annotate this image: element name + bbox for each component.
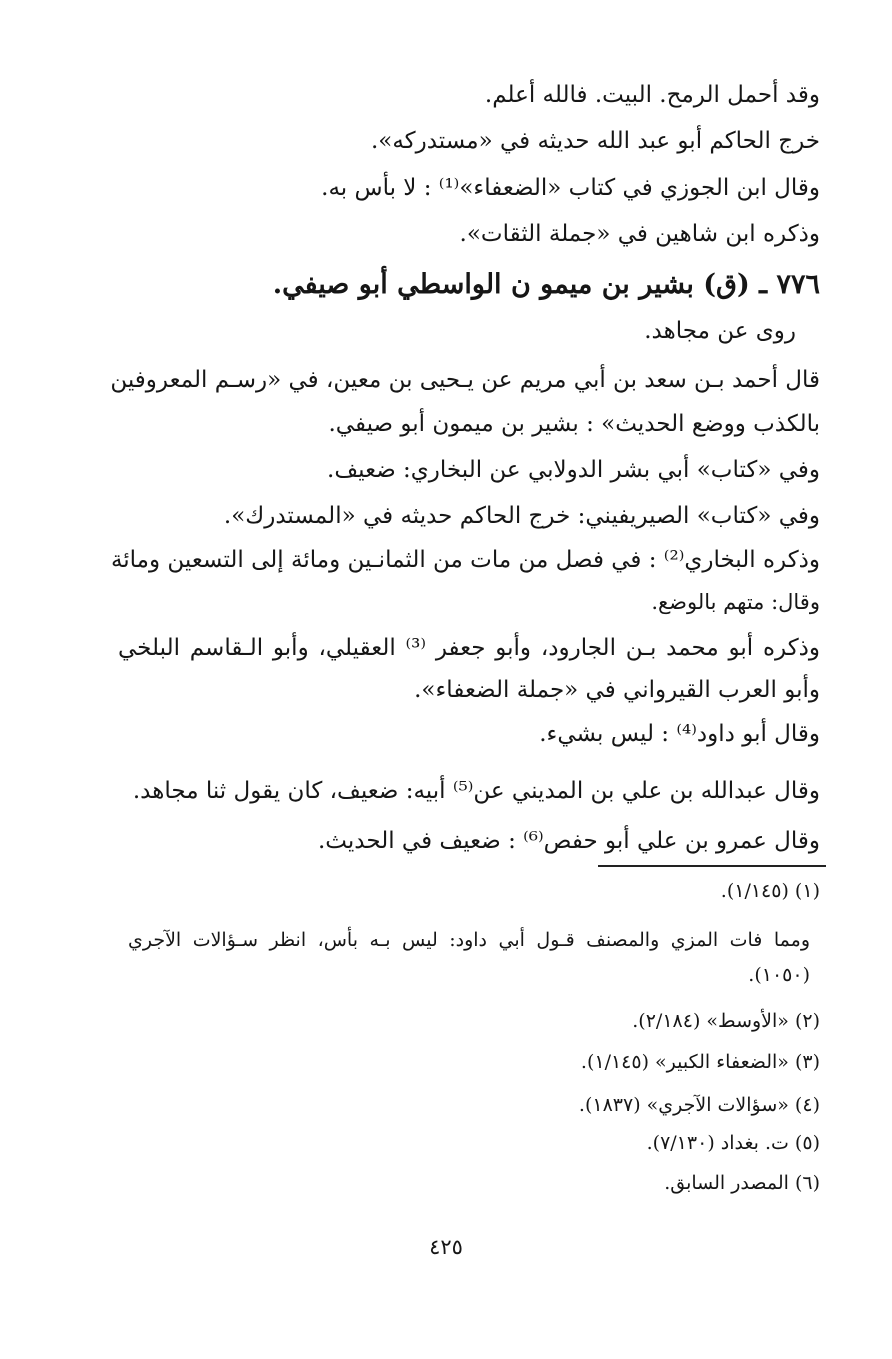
body-line-16: وقال عمرو بن علي أبو حفص⁽⁶⁾ : ضعيف في الحديث. [318, 828, 820, 854]
body-line-3: وقال ابن الجوزي في كتاب «الضعفاء»⁽¹⁾ : لا بأس به. [321, 175, 820, 201]
footnote-1-note: ومما فات المزي والمصنف قـول أبي داود: ليس بـه بأس، انظر سـؤالات الآجري [128, 929, 810, 951]
body-line-2: خرج الحاكم أبو عبد الله حديثه في «مستدركه». [370, 128, 820, 154]
footnote-1-note-cont: (١٠٥٠). [748, 964, 810, 986]
footnote-1: (١) (١/١٤٥). [720, 880, 820, 902]
body-line-12: وذكره أبو محمد بـن الجارود، وأبو جعفر ⁽³⁾ العقيلي، وأبو الـقاسم البلخي [118, 635, 820, 661]
body-line-5: روى عن مجاهد. [644, 318, 796, 344]
footnote-5: (٥) ت. بغداد (٧/١٣٠). [646, 1132, 820, 1154]
entry-heading: ٧٧٦ ـ (ق) بشير بن ميمو ن الواسطي أبو صيفي. [272, 269, 820, 300]
body-line-8: وفي «كتاب» أبي بشر الدولابي عن البخاري: ضعيف. [327, 457, 820, 483]
body-line-14: وقال أبو داود⁽⁴⁾ : ليس بشيء. [539, 721, 820, 747]
body-line-9: وفي «كتاب» الصيريفيني: خرج الحاكم حديثه في «المستدرك». [223, 503, 820, 529]
footnote-3: (٣) «الضعفاء الكبير» (١/١٤٥). [580, 1051, 820, 1073]
body-line-13: وأبو العرب القيرواني في «جملة الضعفاء». [414, 677, 820, 703]
footnote-6: (٦) المصدر السابق. [664, 1172, 820, 1194]
footnote-separator [598, 865, 826, 867]
footnote-4: (٤) «سؤالات الآجري» (١٨٣٧). [578, 1094, 820, 1116]
body-line-11: وقال: متهم بالوضع. [651, 590, 820, 614]
body-line-10: وذكره البخاري⁽²⁾ : في فصل من مات من الثمانـين ومائة إلى التسعين ومائة [110, 547, 820, 573]
page-number: ٤٢٥ [429, 1235, 463, 1259]
footnote-2: (٢) «الأوسط» (٢/١٨٤). [632, 1010, 820, 1032]
body-line-4: وذكره ابن شاهين في «جملة الثقات». [459, 221, 820, 247]
body-line-1: وقد أحمل الرمح. البيت. فالله أعلم. [484, 82, 820, 108]
body-line-15: وقال عبدالله بن علي بن المديني عن⁽⁵⁾ أبيه: ضعيف، كان يقول ثنا مجاهد. [132, 778, 820, 804]
body-line-7: بالكذب ووضع الحديث» : بشير بن ميمون أبو صيفي. [328, 411, 820, 437]
body-line-6: قال أحمد بـن سعد بن أبي مريم عن يـحيى بن معين، في «رسـم المعروفين [110, 367, 820, 393]
